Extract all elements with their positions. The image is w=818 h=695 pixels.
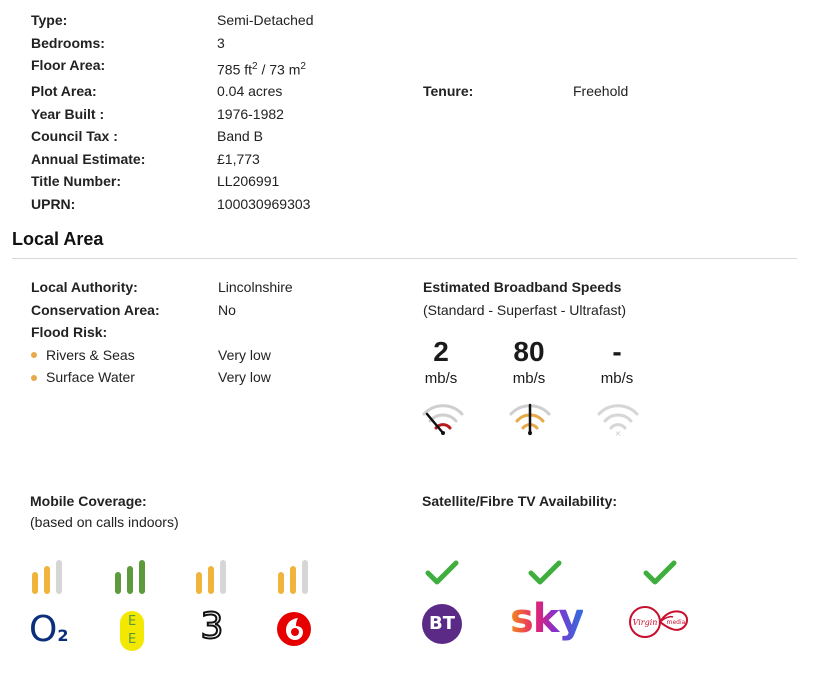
flood-risk-label: Flood Risk: (31, 324, 108, 340)
tenure-label: Tenure: (423, 83, 474, 99)
vodafone-logo (276, 611, 312, 647)
bedrooms-label: Bedrooms: (31, 35, 105, 51)
floor-area-value (217, 61, 306, 78)
council-tax-value: Band B (217, 128, 263, 144)
floor-area-m: / 73 m (257, 61, 301, 78)
ee-logo (120, 611, 144, 651)
wifi-gauge-low-icon (421, 402, 465, 436)
type-value: Semi-Detached (217, 12, 314, 28)
virgin-text: Virgin (632, 618, 658, 627)
floor-area-sup-2: 2 (300, 61, 306, 72)
ultrafast-speed-unit: mb/s (600, 370, 634, 387)
rivers-seas-label: Rivers & Seas (46, 347, 135, 363)
media-text: media (666, 619, 686, 626)
check-icon (424, 558, 460, 588)
broadband-title: Estimated Broadband Speeds (423, 279, 622, 295)
title-number-label: Title Number: (31, 173, 121, 189)
year-built-label: Year Built : (31, 106, 105, 122)
floor-area-sup-1: 2 (252, 61, 258, 72)
o2-logo-letter: O (29, 609, 58, 650)
o2-signal-bars-icon (32, 560, 66, 594)
check-icon (527, 558, 563, 588)
plot-area-value: 0.04 acres (217, 83, 283, 99)
bt-logo: BT (422, 604, 462, 644)
wifi-unavailable-icon (596, 402, 640, 436)
uprn-label: UPRN: (31, 196, 76, 212)
type-label: Type: (31, 12, 68, 28)
wifi-gauge-mid-icon (508, 402, 552, 436)
rivers-seas-value: Very low (218, 347, 271, 363)
tv-availability-title: Satellite/Fibre TV Availability: (422, 493, 618, 509)
council-tax-label: Council Tax : (31, 128, 118, 144)
superfast-speed-unit: mb/s (512, 370, 546, 387)
standard-speed-unit: mb/s (424, 370, 458, 387)
check-icon (642, 558, 678, 588)
ultrafast-speed-value: - (612, 336, 622, 367)
surface-water-label: Surface Water (46, 369, 135, 385)
title-number-value: LL206991 (217, 173, 280, 189)
o2-logo-sub: 2 (57, 626, 69, 645)
uprn-value: 100030969303 (217, 196, 311, 212)
sky-logo: sky (510, 596, 584, 642)
o2-logo (29, 609, 71, 651)
bedrooms-value: 3 (217, 35, 225, 51)
standard-speed-value: 2 (433, 336, 449, 367)
three-logo: 3 (200, 606, 224, 647)
ee-signal-bars-icon (115, 560, 149, 594)
floor-area-label: Floor Area: (31, 57, 106, 73)
bullet-icon (31, 352, 37, 358)
ee-logo-text: EE (128, 614, 137, 647)
floor-area-ft: 785 ft (217, 61, 253, 78)
broadband-subtitle: (Standard - Superfast - Ultrafast) (423, 302, 627, 318)
tenure-value: Freehold (573, 83, 629, 99)
year-built-value: 1976-1982 (217, 106, 284, 122)
bullet-icon (31, 375, 37, 381)
plot-area-label: Plot Area: (31, 83, 97, 99)
local-authority-value: Lincolnshire (218, 279, 293, 295)
local-authority-label: Local Authority: (31, 279, 138, 295)
mobile-coverage-subtitle: (based on calls indoors) (30, 514, 179, 530)
section-divider (12, 258, 797, 259)
local-area-heading: Local Area (12, 229, 104, 249)
virgin-media-logo (628, 603, 692, 641)
svg-text:×: × (614, 429, 622, 436)
annual-estimate-label: Annual Estimate: (31, 151, 146, 167)
vodafone-signal-bars-icon (278, 560, 312, 594)
conservation-area-value: No (218, 302, 236, 318)
annual-estimate-value: £1,773 (217, 151, 260, 167)
surface-water-value: Very low (218, 369, 271, 385)
mobile-coverage-title: Mobile Coverage: (30, 493, 147, 509)
conservation-area-label: Conservation Area: (31, 302, 160, 318)
three-signal-bars-icon (196, 560, 230, 594)
superfast-speed-value: 80 (513, 336, 545, 367)
